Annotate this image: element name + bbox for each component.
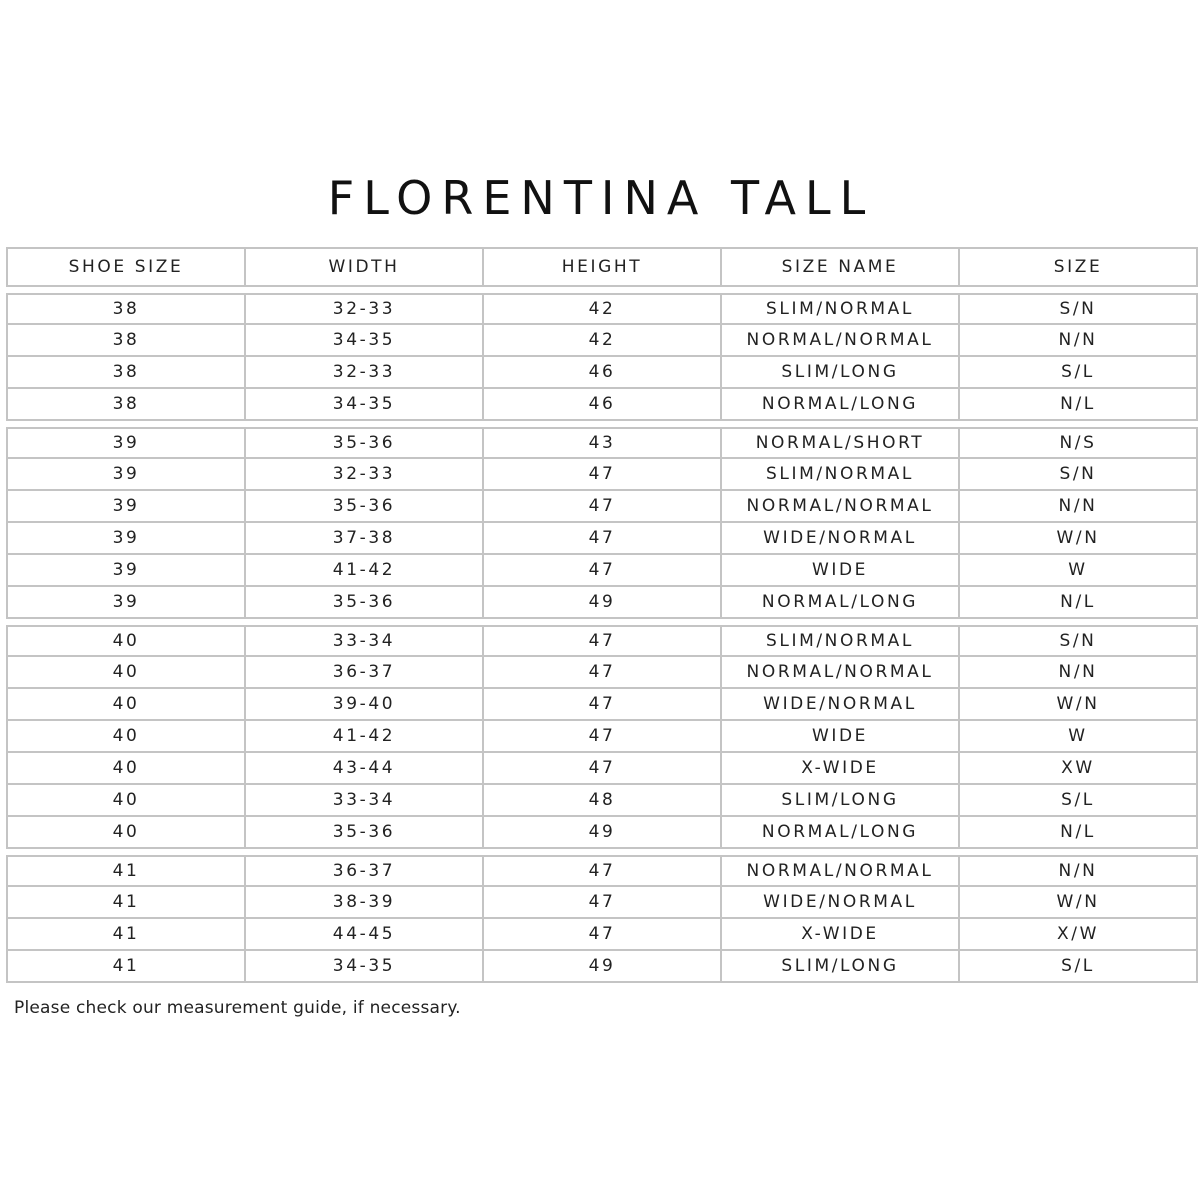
size-cell: S/L xyxy=(958,785,1196,815)
size-name-cell: WIDE/NORMAL xyxy=(720,689,958,719)
measurement-note: Please check our measurement guide, if necessary. xyxy=(14,998,461,1018)
width-cell: 37-38 xyxy=(244,523,482,553)
shoe-size-cell: 40 xyxy=(112,758,140,778)
size-cell: S/N xyxy=(958,627,1196,655)
shoe-size-cell: 39 xyxy=(112,464,140,484)
shoe-size-cell: 39 xyxy=(112,528,140,548)
height-cell: 49 xyxy=(482,817,720,847)
shoe-size-cell: 41 xyxy=(112,924,140,944)
table-header-row xyxy=(6,247,1198,287)
size-name-cell: SLIM/NORMAL xyxy=(720,459,958,489)
table-row xyxy=(6,325,1198,357)
size-name-cell: NORMAL/LONG xyxy=(720,587,958,617)
table-row xyxy=(6,491,1198,523)
size-name-cell: NORMAL/SHORT xyxy=(720,429,958,457)
table-row xyxy=(6,587,1198,619)
size-cell: S/N xyxy=(958,459,1196,489)
width-cell: 38-39 xyxy=(244,887,482,917)
width-cell: 33-34 xyxy=(244,627,482,655)
size-cell: X/W xyxy=(958,919,1196,949)
size-name-cell: SLIM/NORMAL xyxy=(720,295,958,323)
size-name-cell: NORMAL/NORMAL xyxy=(720,657,958,687)
shoe-size-cell: 40 xyxy=(112,662,140,682)
size-cell: N/L xyxy=(958,587,1196,617)
height-cell: 49 xyxy=(482,951,720,981)
table-row xyxy=(6,855,1198,887)
shoe-size-cell: 41 xyxy=(112,861,140,881)
shoe-size-cell: 40 xyxy=(112,694,140,714)
height-cell: 47 xyxy=(482,657,720,687)
size-name-cell: SLIM/LONG xyxy=(720,785,958,815)
size-name-cell: WIDE xyxy=(720,555,958,585)
width-cell: 39-40 xyxy=(244,689,482,719)
shoe-size-cell: 39 xyxy=(112,433,140,453)
size-cell: N/S xyxy=(958,429,1196,457)
page-title: FLORENTINA TALL xyxy=(327,171,875,225)
shoe-size-cell: 39 xyxy=(112,560,140,580)
size-cell: W/N xyxy=(958,689,1196,719)
shoe-size-cell: 40 xyxy=(112,726,140,746)
table-row xyxy=(6,721,1198,753)
shoe-size-cell: 38 xyxy=(112,394,140,414)
size-cell: W/N xyxy=(958,887,1196,917)
width-cell: 32-33 xyxy=(244,357,482,387)
size-cell: N/N xyxy=(958,491,1196,521)
header-width: WIDTH xyxy=(244,249,482,285)
table-row xyxy=(6,689,1198,721)
width-cell: 35-36 xyxy=(244,491,482,521)
size-cell: S/L xyxy=(958,951,1196,981)
table-row xyxy=(6,293,1198,325)
width-cell: 43-44 xyxy=(244,753,482,783)
height-cell: 47 xyxy=(482,491,720,521)
shoe-size-cell: 39 xyxy=(112,592,140,612)
table-row xyxy=(6,555,1198,587)
width-cell: 35-36 xyxy=(244,587,482,617)
width-cell: 34-35 xyxy=(244,389,482,419)
shoe-size-cell: 40 xyxy=(112,631,140,651)
size-name-cell: SLIM/LONG xyxy=(720,357,958,387)
height-cell: 47 xyxy=(482,689,720,719)
table-row xyxy=(6,459,1198,491)
height-cell: 47 xyxy=(482,459,720,489)
height-cell: 47 xyxy=(482,857,720,885)
size-cell: N/L xyxy=(958,389,1196,419)
width-cell: 33-34 xyxy=(244,785,482,815)
shoe-size-cell: 38 xyxy=(112,362,140,382)
height-cell: 43 xyxy=(482,429,720,457)
size-cell: W xyxy=(958,721,1196,751)
size-cell: S/N xyxy=(958,295,1196,323)
size-name-cell: NORMAL/NORMAL xyxy=(720,325,958,355)
table-row xyxy=(6,357,1198,389)
size-name-cell: WIDE/NORMAL xyxy=(720,887,958,917)
height-cell: 47 xyxy=(482,753,720,783)
height-cell: 47 xyxy=(482,887,720,917)
table-row xyxy=(6,523,1198,555)
size-name-cell: X-WIDE xyxy=(720,753,958,783)
size-cell: W xyxy=(958,555,1196,585)
height-cell: 47 xyxy=(482,721,720,751)
size-name-cell: X-WIDE xyxy=(720,919,958,949)
size-name-cell: NORMAL/NORMAL xyxy=(720,857,958,885)
height-cell: 47 xyxy=(482,555,720,585)
size-name-cell: NORMAL/NORMAL xyxy=(720,491,958,521)
height-cell: 49 xyxy=(482,587,720,617)
shoe-size-cell: 41 xyxy=(112,956,140,976)
width-cell: 41-42 xyxy=(244,555,482,585)
table-row xyxy=(6,753,1198,785)
width-cell: 32-33 xyxy=(244,459,482,489)
shoe-size-cell: 40 xyxy=(112,790,140,810)
height-cell: 48 xyxy=(482,785,720,815)
table-row xyxy=(6,427,1198,459)
width-cell: 36-37 xyxy=(244,657,482,687)
width-cell: 35-36 xyxy=(244,429,482,457)
height-cell: 46 xyxy=(482,357,720,387)
size-cell: N/N xyxy=(958,325,1196,355)
height-cell: 42 xyxy=(482,295,720,323)
width-cell: 32-33 xyxy=(244,295,482,323)
shoe-size-cell: 39 xyxy=(112,496,140,516)
table-row xyxy=(6,389,1198,421)
width-cell: 34-35 xyxy=(244,325,482,355)
width-cell: 35-36 xyxy=(244,817,482,847)
size-name-cell: NORMAL/LONG xyxy=(720,817,958,847)
width-cell: 41-42 xyxy=(244,721,482,751)
table-row xyxy=(6,817,1198,849)
width-cell: 36-37 xyxy=(244,857,482,885)
size-cell: W/N xyxy=(958,523,1196,553)
size-cell: N/N xyxy=(958,657,1196,687)
shoe-size-cell: 41 xyxy=(112,892,140,912)
size-cell: S/L xyxy=(958,357,1196,387)
size-name-cell: SLIM/NORMAL xyxy=(720,627,958,655)
width-cell: 44-45 xyxy=(244,919,482,949)
table-row xyxy=(6,657,1198,689)
header-size: SIZE xyxy=(958,249,1196,285)
height-cell: 46 xyxy=(482,389,720,419)
size-name-cell: NORMAL/LONG xyxy=(720,389,958,419)
table-row xyxy=(6,887,1198,919)
header-shoe-size: SHOE SIZE xyxy=(68,257,184,277)
size-table xyxy=(6,247,1198,983)
size-cell: N/L xyxy=(958,817,1196,847)
table-row xyxy=(6,919,1198,951)
height-cell: 47 xyxy=(482,523,720,553)
size-name-cell: SLIM/LONG xyxy=(720,951,958,981)
shoe-size-cell: 40 xyxy=(112,822,140,842)
table-row xyxy=(6,625,1198,657)
size-name-cell: WIDE/NORMAL xyxy=(720,523,958,553)
height-cell: 42 xyxy=(482,325,720,355)
header-size-name: SIZE NAME xyxy=(720,249,958,285)
table-row xyxy=(6,785,1198,817)
shoe-size-cell: 38 xyxy=(112,330,140,350)
size-name-cell: WIDE xyxy=(720,721,958,751)
size-cell: N/N xyxy=(958,857,1196,885)
table-row xyxy=(6,951,1198,983)
size-cell: XW xyxy=(958,753,1196,783)
height-cell: 47 xyxy=(482,627,720,655)
header-height: HEIGHT xyxy=(482,249,720,285)
height-cell: 47 xyxy=(482,919,720,949)
width-cell: 34-35 xyxy=(244,951,482,981)
shoe-size-cell: 38 xyxy=(112,299,140,319)
